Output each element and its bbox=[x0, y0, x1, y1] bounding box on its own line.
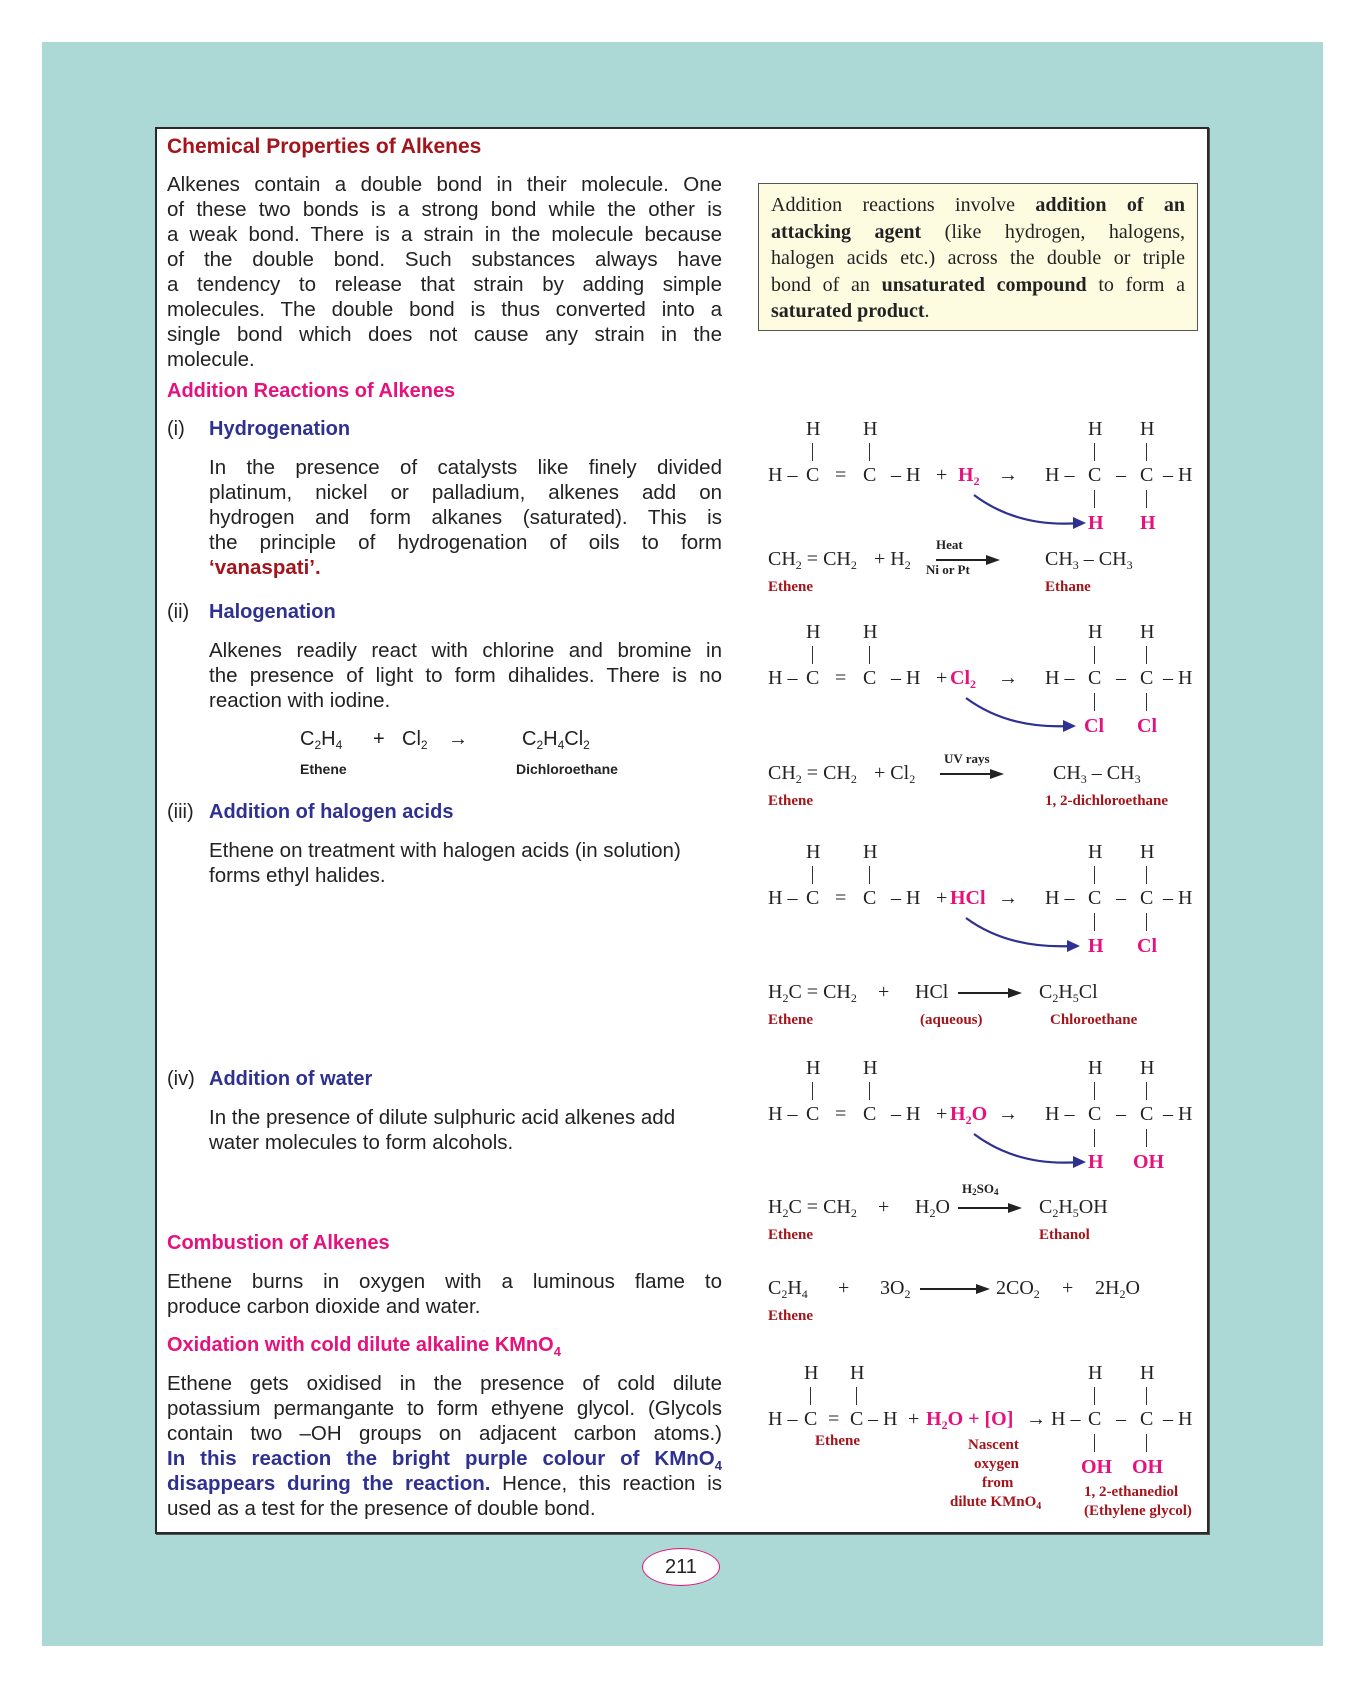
halogen-acids-paragraph bbox=[209, 838, 722, 888]
intro-line: molecules. The double bond is thus converted into a bbox=[167, 298, 722, 321]
reaction-arrow-icon bbox=[768, 841, 1208, 961]
oxidation-structure: H H H – C = C – H + $H_2O + [O]$ → H – H H C – C – H OH OH Ethene Nascent oxygen from dilute KMnO$_4$ 1, 2-ethanediol (Ethylene glycol) bbox=[768, 1362, 1193, 1519]
combustion-paragraph bbox=[167, 1269, 722, 1319]
intro-line: Alkenes contain a double bond in their molecule. One bbox=[167, 173, 722, 196]
combustion-equation: $C_2H_4$ + $3O_2$ $2CO_2$ + $2H_2O$ Ethene bbox=[768, 1277, 1140, 1324]
intro-line: a tendency to release that strain by adding simple bbox=[167, 273, 722, 296]
para-line: forms ethyl halides. bbox=[209, 864, 386, 887]
reagent-h2o: $H_2O$ bbox=[950, 1103, 988, 1127]
oxidation-heading: Oxidation with cold dilute alkaline KMnO$_4$ bbox=[167, 1334, 561, 1359]
water-structure: H H H – C = C – H + $H_2O$ → H – H H C – C – H H OH bbox=[768, 1057, 1208, 1177]
intro-line: a weak bond. There is a strain in the molecule because bbox=[167, 223, 722, 246]
para-line: reaction with iodine. bbox=[209, 689, 391, 712]
intro-paragraph bbox=[167, 172, 722, 372]
intro-line: of the double bond. Such substances always have bbox=[167, 248, 722, 271]
section-number: (ii) bbox=[167, 601, 190, 623]
para-line: Ethene burns in oxygen with a luminous flame to bbox=[167, 1270, 722, 1293]
ethene-label: Ethene bbox=[300, 761, 347, 777]
reaction-arrow-icon bbox=[768, 1057, 1208, 1177]
para-line: In the presence of dilute sulphuric acid alkenes add bbox=[209, 1106, 676, 1129]
hydrogenation-heading: Hydrogenation bbox=[209, 418, 351, 440]
halogenation-heading: Halogenation bbox=[209, 601, 336, 623]
page-number: 211 bbox=[642, 1548, 720, 1586]
halogenation-equation: $CH_2 = CH_2$ + $Cl_2$ UV rays $CH_3 - CH_3$ Ethene 1, 2-dichloroethane bbox=[768, 751, 1169, 809]
para-line: the principle of hydrogenation of oils to form bbox=[209, 531, 722, 554]
halogenation-structure: H H H – C = C – H + $Cl_2$ → H – H H C – C – H Cl Cl bbox=[768, 621, 1208, 741]
addition-reactions-callout: Addition reactions involve addition of an attacking agent (like hydrogen, halogens, halogen acids etc.) across the double or triple bond of an unsaturated compound to form a saturated product. bbox=[758, 183, 1198, 331]
reaction-arrow-icon bbox=[768, 621, 1208, 741]
intro-line: of these two bonds is a strong bond while the other is bbox=[167, 198, 722, 221]
reagent-hcl: HCl bbox=[950, 887, 986, 909]
para-line: potassium permangante to form ethyene glycol. (Glycols bbox=[167, 1397, 722, 1420]
para-line: platinum, nickel or palladium, alkenes add on bbox=[209, 481, 722, 504]
reagent-water-oxygen: $H_2O + [O]$ bbox=[926, 1408, 1014, 1432]
reaction-arrow-icon bbox=[768, 418, 1208, 538]
para-line: Ethene on treatment with halogen acids (in solution) bbox=[209, 839, 681, 862]
hydrogenation-paragraph bbox=[209, 455, 722, 580]
para-line: hydrogen and form alkanes (saturated). This is bbox=[209, 506, 722, 529]
hydrogenation-equation: $CH_2 = CH_2$ + $H_2$ Heat Ni or Pt $CH_3 - CH_3$ Ethene Ethane bbox=[768, 537, 1133, 595]
addition-reactions-heading: Addition Reactions of Alkenes bbox=[167, 380, 456, 402]
section-number: (i) bbox=[167, 418, 185, 440]
para-line: In the presence of catalysts like finely divided bbox=[209, 456, 722, 479]
intro-line: single bond which does not cause any strain in the bbox=[167, 323, 722, 346]
halogenation-paragraph bbox=[209, 638, 722, 713]
halogen-acid-structure: H H H – C = C – H + HCl → H – H H C – C – H H Cl bbox=[768, 841, 1208, 961]
para-line: Alkenes readily react with chlorine and bromine in bbox=[209, 639, 722, 662]
section-number: (iv) bbox=[167, 1068, 195, 1090]
para-line: contain two –OH groups on adjacent carbon atoms.) bbox=[167, 1422, 722, 1445]
disappears-note: disappears during the reaction. bbox=[167, 1472, 491, 1495]
vanaspati-term: ‘vanaspati’ bbox=[209, 556, 315, 579]
para-line: water molecules to form alcohols. bbox=[209, 1131, 514, 1154]
para-line: used as a test for the presence of double bond. bbox=[167, 1497, 596, 1520]
para-line: Ethene gets oxidised in the presence of cold dilute bbox=[167, 1372, 722, 1395]
water-equation: $H_2C = CH_2$ + $H_2O$ $H_2SO_4$ $C_2H_5OH$ Ethene Ethanol bbox=[768, 1181, 1108, 1243]
reagent-cl2: $Cl_2$ bbox=[950, 667, 976, 691]
addition-of-water-heading: Addition of water bbox=[209, 1068, 373, 1090]
oxidation-paragraph: Ethene gets oxidised in the presence of cold dilute potassium permangante to form ethyene glycol. (Glycols contain two –OH groups on adjacent carbon atoms.) In this reaction the bright purple colour of KMnO$_4$ disappears during the reaction. Hence, this reaction is used as a test for the presence of double bond. bbox=[167, 1372, 722, 1520]
intro-line: molecule. bbox=[167, 348, 255, 371]
period: . bbox=[314, 556, 321, 579]
water-paragraph bbox=[209, 1105, 722, 1155]
para-line: the presence of light to form dihalides. There is no bbox=[209, 664, 722, 687]
para-line: produce carbon dioxide and water. bbox=[167, 1295, 481, 1318]
reagent-h2: $H_2$ bbox=[958, 464, 980, 488]
hydrogenation-structure: H H H – C = C – H + $H_2$ → H – H H C – C – H H H bbox=[768, 418, 1208, 538]
purple-colour-note: In this reaction the bright purple colour of KMnO$_4$ bbox=[167, 1447, 722, 1473]
halogen-acids-heading: Addition of halogen acids bbox=[209, 801, 454, 823]
dichloroethane-label: Dichloroethane bbox=[516, 761, 618, 777]
page-title: Chemical Properties of Alkenes bbox=[167, 135, 482, 158]
combustion-heading: Combustion of Alkenes bbox=[167, 1232, 390, 1254]
section-number: (iii) bbox=[167, 801, 194, 823]
halogen-acid-equation: $H_2C = CH_2$ + HCl $C_2H_5Cl$ Ethene (aqueous) Chloroethane bbox=[768, 981, 1138, 1028]
